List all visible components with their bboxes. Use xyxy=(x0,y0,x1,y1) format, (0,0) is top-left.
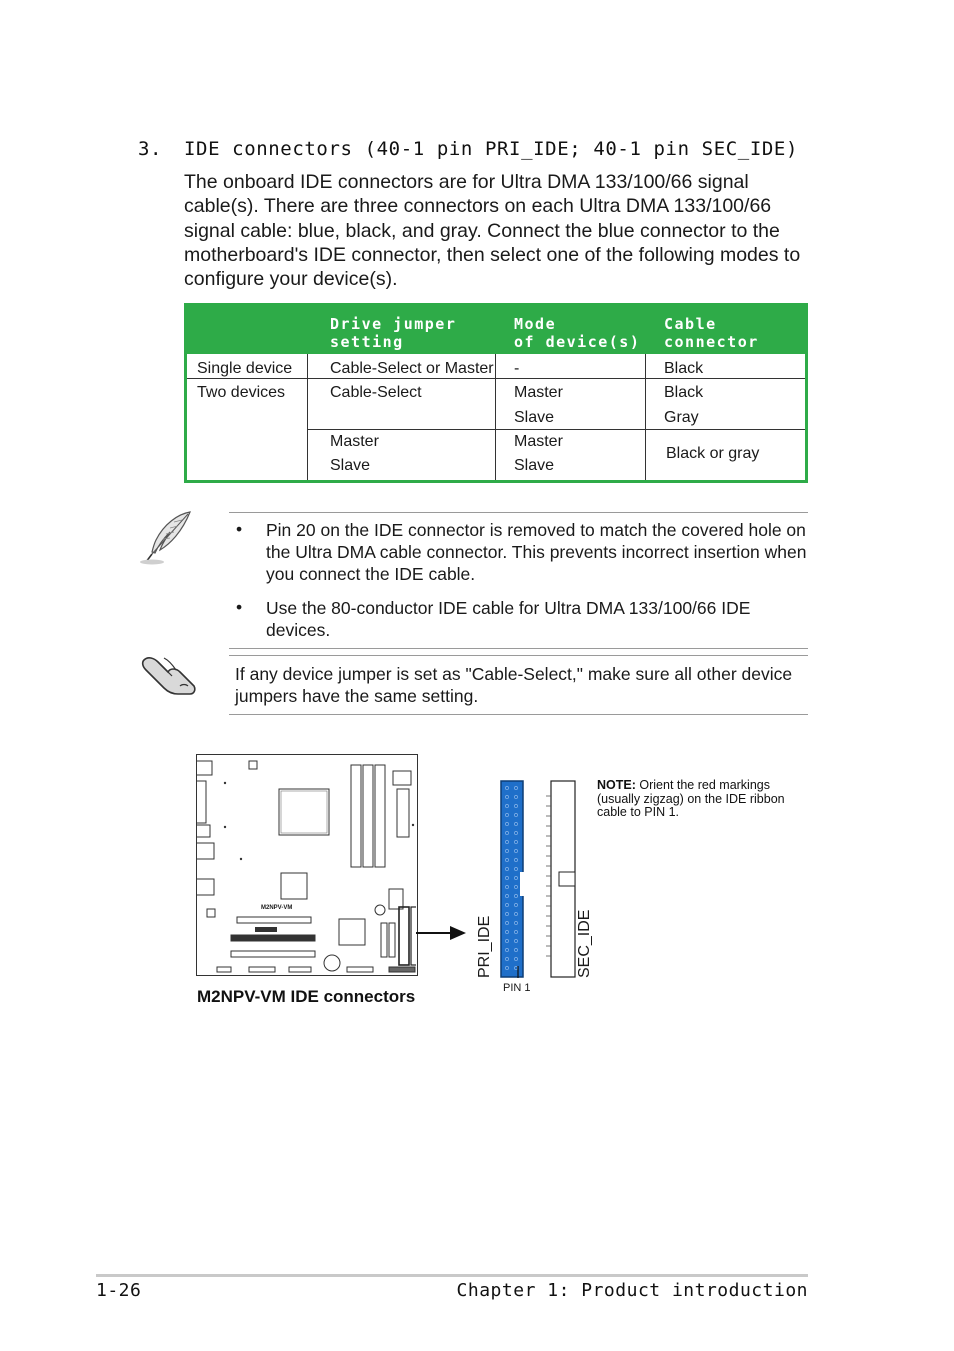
note-bottom-rule xyxy=(229,648,808,649)
diagram-note-label: NOTE: xyxy=(597,778,636,792)
header-mode: Mode of device(s) xyxy=(514,315,641,351)
ide-settings-table xyxy=(184,303,808,483)
grid-line xyxy=(495,354,496,480)
pin1-label: PIN 1 xyxy=(503,982,531,994)
table-cell: Cable-Select xyxy=(330,384,422,401)
caution-top-rule xyxy=(229,655,808,656)
header-drive-jumper: Drive jumper setting xyxy=(330,315,457,351)
caution-bottom-rule xyxy=(229,714,808,715)
diagram-caption: M2NPV-VM IDE connectors xyxy=(197,987,416,1006)
table-cell: Master xyxy=(330,433,379,450)
motherboard-outline xyxy=(196,754,418,976)
table-cell: Slave xyxy=(330,457,371,474)
pri-ide-connector xyxy=(500,780,526,978)
pri-ide-label: PRI_IDE xyxy=(476,915,493,978)
table-cell: Single device xyxy=(197,360,293,377)
sec-ide-connector xyxy=(544,780,578,978)
grid-line xyxy=(307,354,308,480)
table-cell: Slave xyxy=(514,409,555,426)
diagram-note xyxy=(597,779,797,820)
caution-text: If any device jumper is set as "Cable-Select," make sure all other device jumpers have the same setting. xyxy=(235,664,793,706)
footer-rule xyxy=(96,1274,808,1277)
table-cell: Two devices xyxy=(197,384,286,401)
sec-ide-label: SEC_IDE xyxy=(576,909,593,978)
arrow-icon xyxy=(414,922,470,944)
bullet-marker: • xyxy=(236,597,243,617)
table-cell: - xyxy=(514,360,520,377)
note-bullet-2: Use the 80-conductor IDE cable for Ultra DMA 133/100/66 IDE devices. xyxy=(266,598,751,640)
board-model-label: M2NPV-VM xyxy=(261,905,293,911)
table-cell: Slave xyxy=(514,457,555,474)
table-cell: Black xyxy=(664,384,704,401)
chapter-title: Chapter 1: Product introduction xyxy=(456,1280,808,1301)
table-cell: Black xyxy=(664,360,704,377)
hand-icon xyxy=(138,652,200,698)
section-title: IDE connectors (40-1 pin PRI_IDE; 40-1 pin SEC_IDE) xyxy=(184,138,798,160)
table-cell: Cable-Select or Master xyxy=(330,360,494,377)
note-top-rule xyxy=(229,512,808,513)
grid-line xyxy=(187,378,805,379)
section-number: 3. xyxy=(138,138,163,160)
intro-paragraph: The onboard IDE connectors are for Ultra DMA 133/100/66 signal cable(s). There are three connectors on each Ultra DMA 133/100/66 signal cable: blue, black, and gray. Connect the blue connector to the motherboard's IDE connector, then select one of the following modes to configure your device(s). xyxy=(184,171,801,291)
grid-line xyxy=(307,429,805,430)
note-bullet-1: Pin 20 on the IDE connector is removed to match the covered hole on the Ultra DMA cable connector. This prevents incorrect insertion when you connect the IDE cable. xyxy=(266,520,807,584)
page-number: 1-26 xyxy=(96,1280,142,1301)
header-cable: Cable connector xyxy=(664,315,759,351)
table-cell: Master xyxy=(514,433,563,450)
table-cell: Gray xyxy=(664,409,699,426)
bullet-marker: • xyxy=(236,519,243,539)
section-heading xyxy=(138,138,818,160)
feather-pen-icon xyxy=(138,508,196,566)
grid-line xyxy=(645,354,646,480)
table-cell: Black or gray xyxy=(666,445,760,462)
diagram-note-text: Orient the red markings (usually zigzag) on the IDE ribbon cable to PIN 1. xyxy=(597,778,785,819)
table-cell: Master xyxy=(514,384,563,401)
table-body xyxy=(187,354,805,480)
